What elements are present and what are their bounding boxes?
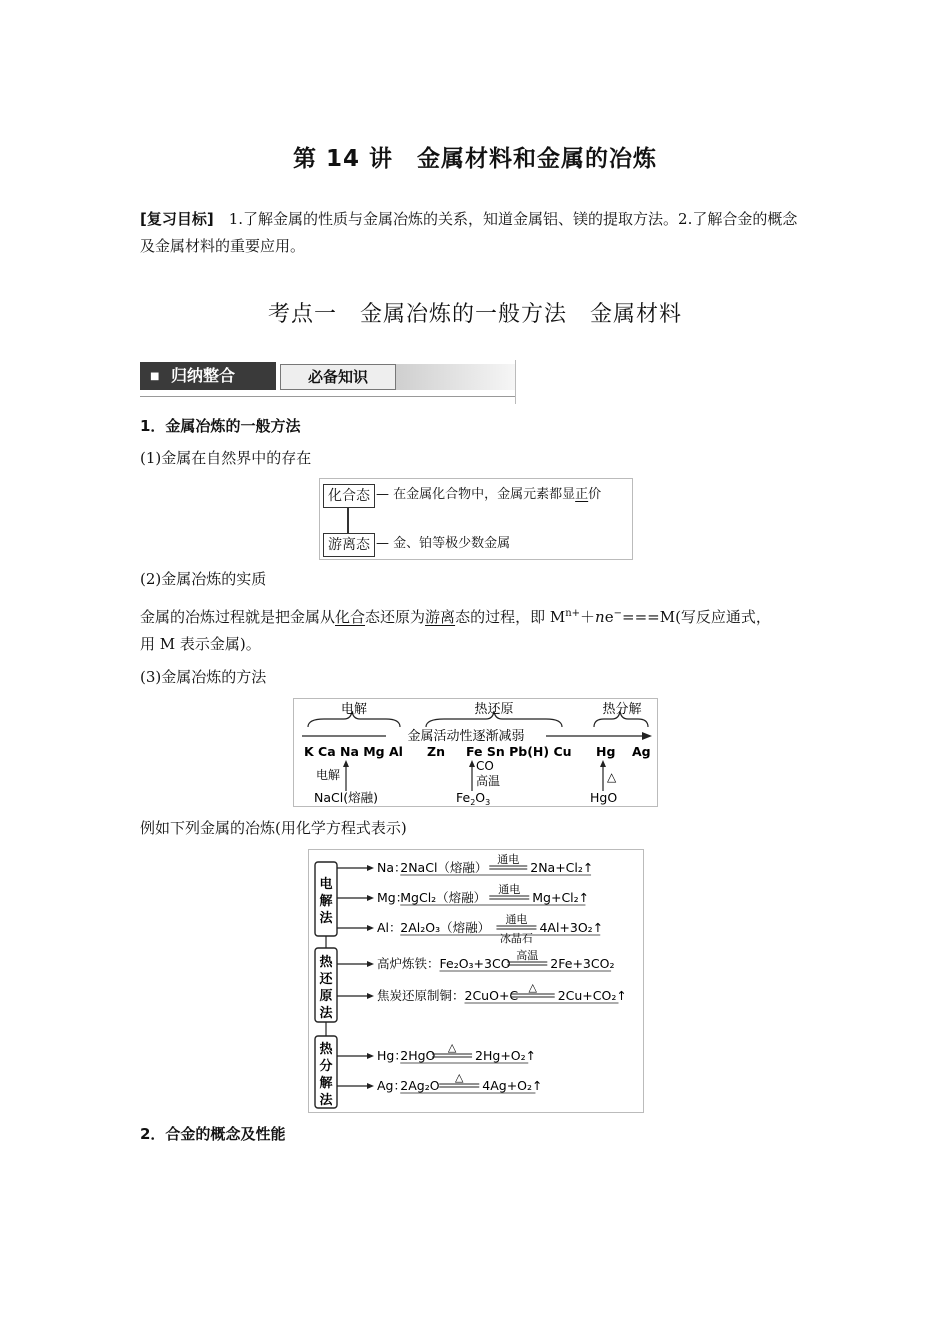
banner-dark-tab bbox=[140, 362, 276, 390]
connector-line bbox=[347, 508, 349, 533]
label-hgo: HgO bbox=[590, 790, 618, 805]
row-label: Al： bbox=[377, 920, 402, 935]
group3-char-4: 法 bbox=[319, 1093, 333, 1108]
label-nacl: NaCl(熔融) bbox=[314, 790, 378, 805]
subheading-2: (2)金属冶炼的实质 bbox=[140, 570, 267, 588]
group3-char-1: 热 bbox=[319, 1042, 333, 1057]
row-products: 4Ag+O₂↑ bbox=[482, 1078, 543, 1093]
group1-char-2: 解 bbox=[319, 894, 333, 909]
method-svg bbox=[294, 699, 657, 806]
equation-diagram bbox=[308, 849, 644, 1113]
row-condition: 通电 bbox=[497, 853, 520, 866]
subheading-3: (3)金属冶炼的方法 bbox=[140, 668, 267, 686]
row-products: 2Cu+CO₂↑ bbox=[557, 988, 627, 1003]
row-arrowhead bbox=[367, 1053, 374, 1059]
row-arrowhead bbox=[367, 865, 374, 871]
equation-row bbox=[337, 948, 614, 971]
row-label: Hg： bbox=[377, 1048, 407, 1063]
group3-char-2: 分 bbox=[319, 1059, 333, 1074]
row-label: Mg： bbox=[377, 890, 409, 905]
row-label: 焦炭还原制铜： bbox=[377, 988, 465, 1003]
equation-row bbox=[337, 852, 593, 875]
metal-ag: Ag bbox=[632, 744, 651, 759]
existence-diagram bbox=[319, 478, 633, 560]
banner-right-label: 必备知识 bbox=[280, 364, 396, 390]
row-reactants: 2HgO bbox=[400, 1048, 436, 1063]
label-el: 电解 bbox=[316, 768, 341, 782]
combined-state-box: 化合态 bbox=[323, 484, 375, 508]
row-condition: 高温 bbox=[516, 949, 539, 962]
row-products: 2Na+Cl₂↑ bbox=[530, 860, 594, 875]
row-arrowhead bbox=[367, 961, 374, 967]
label-high-temp: 高温 bbox=[476, 774, 501, 788]
equation-row bbox=[337, 981, 627, 1003]
banner-underline bbox=[140, 396, 516, 397]
group2-char-1: 热 bbox=[319, 955, 333, 970]
row-products: 2Hg+O₂↑ bbox=[475, 1048, 537, 1063]
section-title: 考点一 金属冶炼的一般方法 金属材料 bbox=[267, 302, 682, 327]
row-condition: △ bbox=[455, 1071, 464, 1084]
row-reactants: Fe₂O₃+3CO bbox=[439, 956, 511, 971]
row-catalyst: 冰晶石 bbox=[499, 932, 533, 945]
banner-left-label: 归纳整合 bbox=[171, 366, 236, 385]
label-thermal-reduction: 热还原 bbox=[474, 702, 514, 717]
row-reactants: 2Al₂O₃（熔融） bbox=[400, 920, 491, 935]
banner-gradient-strip bbox=[396, 364, 516, 390]
row-products: 4Al+3O₂↑ bbox=[539, 920, 604, 935]
metals-electrolysis: K Ca Na Mg Al bbox=[304, 744, 403, 759]
equation-row bbox=[337, 912, 603, 945]
smelting-essence-text: 金属的冶炼过程就是把金属从化合态还原为游离态的过程，即 $M^{n+}+ne^-===M$(写反应通式， 用 M 表示金属)。 bbox=[140, 608, 771, 653]
metal-hg: Hg bbox=[596, 744, 616, 759]
combined-state-desc: — 在金属化合物中，金属元素都显正价 bbox=[376, 487, 602, 502]
row-products: 2Fe+3CO₂ bbox=[550, 956, 615, 971]
group2-char-3: 原 bbox=[319, 989, 333, 1004]
equation-row bbox=[337, 1041, 536, 1063]
review-goals bbox=[140, 206, 812, 260]
heading-1: 1．金属冶炼的一般方法 bbox=[140, 417, 301, 435]
row-arrowhead bbox=[367, 925, 374, 931]
section-banner bbox=[140, 360, 516, 404]
axis-label: 金属活动性逐渐减弱 bbox=[407, 729, 525, 744]
subheading-1: (1)金属在自然界中的存在 bbox=[140, 449, 312, 467]
equation-svg bbox=[309, 850, 643, 1112]
row-condition: 通电 bbox=[505, 913, 528, 926]
row-arrowhead bbox=[367, 993, 374, 999]
metal-zn: Zn bbox=[427, 744, 445, 759]
label-electrolysis: 电解 bbox=[340, 702, 368, 717]
group2-char-2: 还 bbox=[319, 972, 333, 987]
row-products: Mg+Cl₂↑ bbox=[532, 890, 590, 905]
group3-char-3: 解 bbox=[319, 1076, 333, 1091]
group2-char-4: 法 bbox=[319, 1006, 333, 1021]
heading-2: 2．合金的概念及性能 bbox=[140, 1125, 286, 1143]
row-condition: △ bbox=[528, 981, 537, 994]
row-reactants: 2Ag₂O bbox=[400, 1078, 440, 1093]
label-thermal-decomposition: 热分解 bbox=[602, 702, 642, 717]
free-state-desc: — 金、铂等极少数金属 bbox=[376, 536, 511, 551]
equation-row bbox=[337, 882, 589, 905]
review-label: [复习目标] bbox=[140, 210, 214, 228]
banner-edge bbox=[515, 360, 516, 404]
smelting-method-diagram bbox=[293, 698, 658, 807]
row-condition: △ bbox=[447, 1041, 457, 1054]
equation-rows bbox=[337, 852, 627, 1093]
group1-char-3: 法 bbox=[319, 911, 333, 926]
row-condition: 通电 bbox=[498, 883, 521, 896]
row-arrowhead bbox=[367, 1083, 374, 1089]
free-state-box: 游离态 bbox=[323, 533, 375, 557]
row-reactants: 2CuO+C bbox=[464, 988, 519, 1003]
equation-row bbox=[337, 1071, 543, 1093]
row-reactants: MgCl₂（熔融） bbox=[400, 890, 487, 905]
page-title: 第 14 讲 金属材料和金属的冶炼 bbox=[292, 146, 658, 172]
row-label: 高炉炼铁： bbox=[377, 956, 440, 971]
axis-arrowhead bbox=[642, 732, 652, 740]
metals-reduction: Fe Sn Pb(H) Cu bbox=[466, 744, 572, 759]
row-arrowhead bbox=[367, 895, 374, 901]
example-text: 例如下列金属的冶炼(用化学方程式表示) bbox=[140, 819, 407, 837]
row-label: Ag： bbox=[377, 1078, 406, 1093]
row-label: Na： bbox=[377, 860, 407, 875]
group1-char-1: 电 bbox=[319, 877, 333, 892]
label-fe2o3: $Fe_2O_3$ bbox=[456, 790, 491, 806]
label-co: CO bbox=[476, 759, 494, 773]
label-heat: △ bbox=[607, 770, 617, 784]
square-icon: ■ bbox=[150, 371, 160, 382]
row-reactants: 2NaCl（熔融） bbox=[400, 860, 488, 875]
review-text: 1.了解金属的性质与金属冶炼的关系，知道金属铝、镁的提取方法。2.了解合金的概念及金属材料的重要应用。 bbox=[140, 210, 798, 255]
